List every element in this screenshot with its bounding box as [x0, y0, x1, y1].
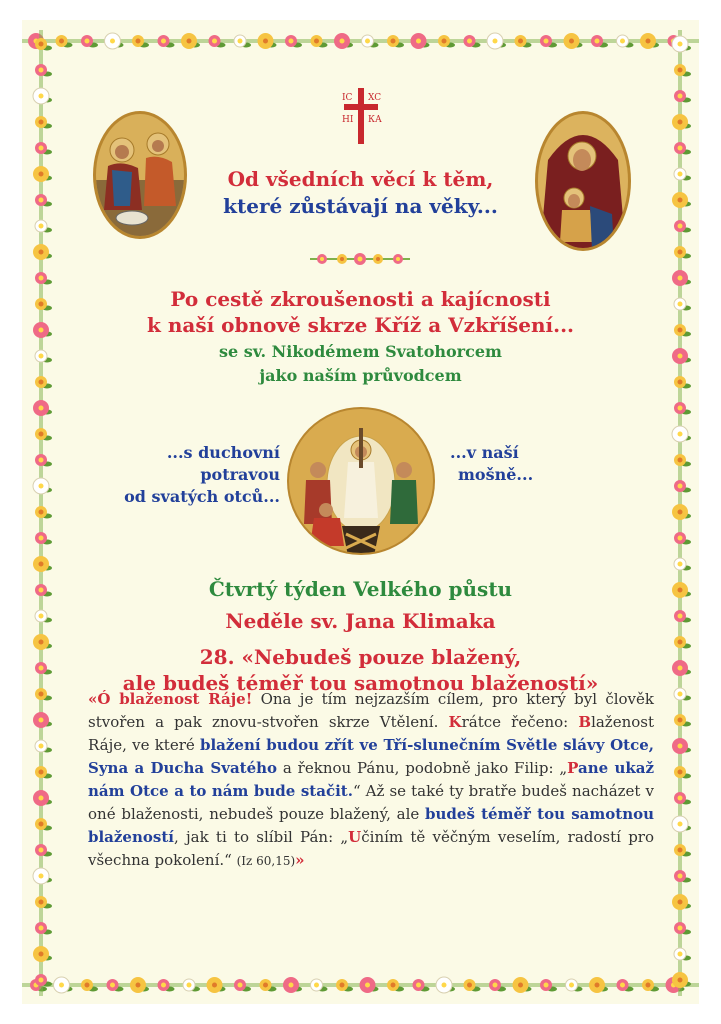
cross-text-tl: IC [342, 93, 353, 103]
right-side-text [450, 442, 590, 486]
cross-text-tr: XC [368, 93, 382, 103]
body-open-quote: « [88, 690, 98, 708]
body-paragraph [88, 688, 654, 873]
section2-line-3: se sv. Nikodémem Svatohorcem [219, 342, 502, 361]
sunday-title: Neděle sv. Jana Klimaka [225, 609, 496, 633]
quote-title-line-2: ale budeš téměř tou samotnou blažeností» [122, 671, 599, 695]
body-initial-p: P [567, 759, 579, 777]
body-text-6: , jak ti to slíbil Pán: „ [173, 828, 349, 846]
body-text-3: laženost Ráje, ve které [88, 713, 654, 754]
body-initial-b: B [578, 713, 592, 731]
body-close-quote: » [295, 851, 305, 869]
body-bold-2: ane ukaž nám Otce a to nám bude stačit. [88, 759, 655, 800]
body-text-5: “ Až se také ty bratře budeš nacházet v oné blaženosti, nebudeš pouze blažený, ale [88, 782, 654, 823]
body-bold-3: budeš téměř tou samotnou blažeností [88, 805, 655, 846]
header-line-1: Od všedních věcí k těm, [227, 167, 494, 191]
body-reference: (Iz 60,15) [236, 854, 296, 868]
content [22, 20, 699, 1004]
section2-line-1: Po cestě zkroušenosti a kajícnosti [170, 287, 551, 311]
quote-title-line-1: 28. «Nebudeš pouze blažený, [199, 645, 522, 669]
week-title: Čtvrtý týden Velkého půstu [208, 577, 513, 601]
header-line-2: které zůstávají na věky... [223, 194, 498, 218]
cross-icon [338, 86, 384, 146]
body-bold-1: blažení budou zřít ve Tří-slunečním Světle slávy Otce, Syna a Ducha Svatého [88, 736, 654, 777]
body-text-7: činím tě věčným veselím, radostí pro všechna pokolení.“ [88, 828, 654, 869]
left-side-line-1: ...s duchovní [166, 443, 280, 462]
right-side-line-2: mošně... [458, 465, 534, 484]
body-initial-k: K [448, 713, 462, 731]
section2-line-4: jako naším průvodcem [259, 366, 462, 385]
left-side-text [62, 442, 280, 508]
body-initial-u: U [348, 828, 362, 846]
cross-text-br: КА [368, 115, 382, 125]
body-text-1: Ona je tím nejzazším cílem, pro který byl člověk stvořen a pak znovu-stvořen skrze Vtělení. [88, 690, 654, 731]
body-text-2: rátce řečeno: [461, 713, 579, 731]
left-side-line-3: od svatých otců... [124, 487, 280, 506]
right-side-line-1: ...v naší [450, 443, 519, 462]
left-side-line-2: potravou [200, 465, 280, 484]
resurrection-icon [286, 406, 436, 556]
flower-divider [310, 248, 410, 270]
cross-text-bl: НІ [342, 115, 354, 125]
body-exclamation: Ó blaženost Ráje! [97, 690, 253, 708]
section2-line-2: k naší obnově skrze Kříž a Vzkříšení... [147, 313, 574, 337]
body-text-4: a řeknou Pánu, podobně jako Filip: „ [277, 759, 568, 777]
